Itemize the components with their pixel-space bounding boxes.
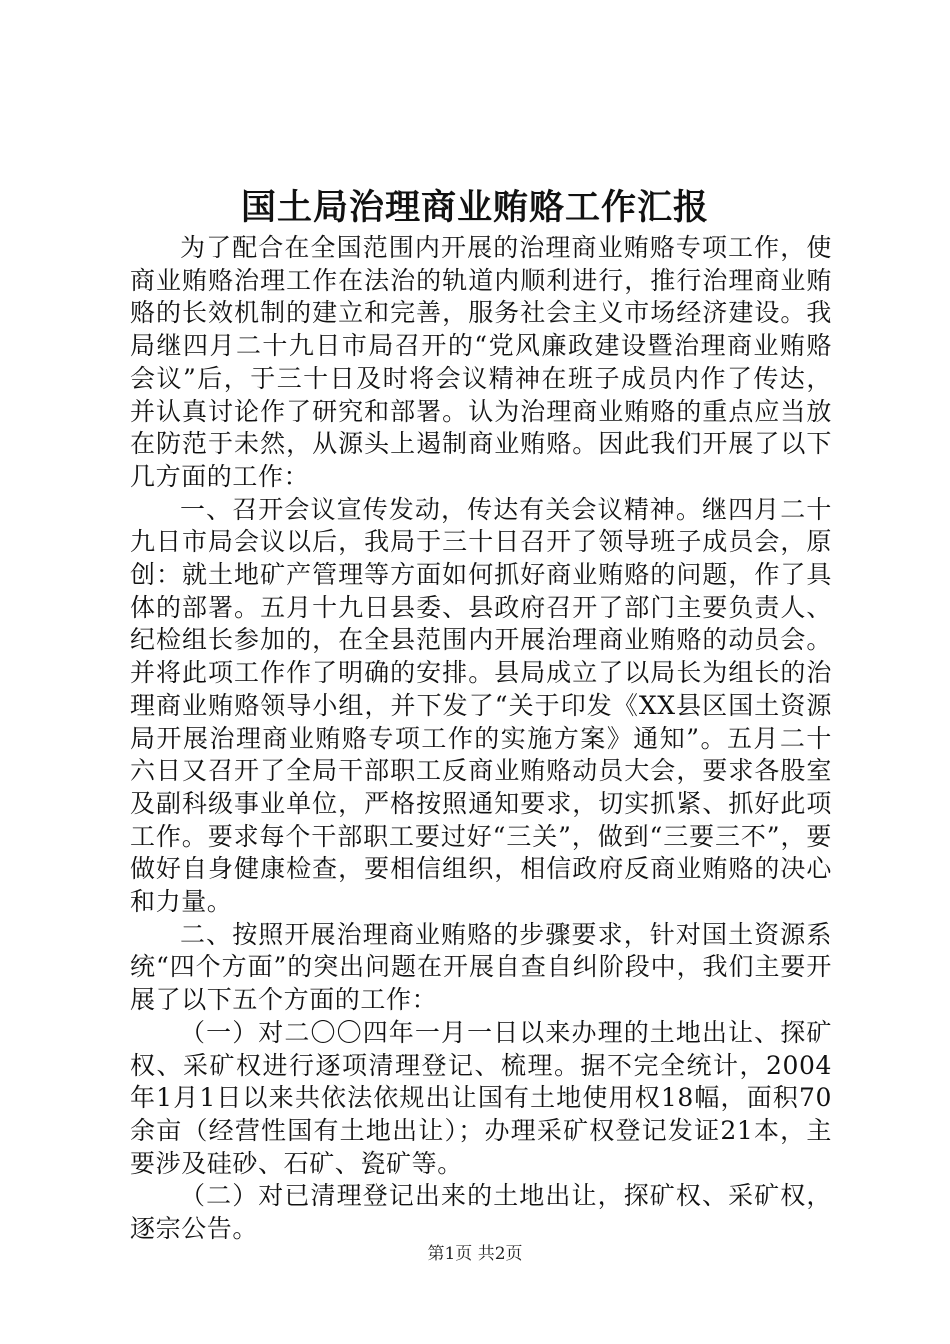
paragraph-section-one: 一、召开会议宣传发动，传达有关会议精神。继四月二十九日市局会议以后，我局于三十日召开了领导班子成员会，原创：就土地矿产管理等方面如何抓好商业贿赂的问题，作了具体的部署。五月十九日县委、县政府召开了部门主要负责人、纪检组长参加的，在全县范围内开展治理商业贿赂的动员会。并将此项工作作了明确的安排。县局成立了以局长为组长的治理商业贿赂领导小组，并下发了“关于印发《XX县区国土资源局开展治理商业贿赂专项工作的实施方案》通知”。五月二十六日又召开了全局干部职工反商业贿赂动员大会，要求各股室及副科级事业单位，严格按照通知要求，切实抓紧、抓好此项工作。要求每个干部职工要过好“三关”，做到“三要三不”，要做好自身健康检查，要相信组织，相信政府反商业贿赂的决心和力量。 — [130, 494, 832, 917]
paragraph-item-two: （二）对已清理登记出来的土地出让，探矿权、采矿权，逐宗公告。 — [130, 1181, 832, 1244]
paragraph-intro: 为了配合在全国范围内开展的治理商业贿赂专项工作，使商业贿赂治理工作在法治的轨道内顺利进行，推行治理商业贿赂的长效机制的建立和完善，服务社会主义市场经济建设。我局继四月二十九日市局召开的“党风廉政建设暨治理商业贿赂会议”后，于三十日及时将会议精神在班子成员内作了传达，并认真讨论作了研究和部署。认为治理商业贿赂的重点应当放在防范于未然，从源头上遏制商业贿赂。因此我们开展了以下几方面的工作： — [130, 233, 832, 491]
document-body — [130, 232, 832, 1246]
paragraph-section-two: 二、按照开展治理商业贿赂的步骤要求，针对国土资源系统“四个方面”的突出问题在开展自查自纠阶段中，我们主要开展了以下五个方面的工作： — [130, 919, 832, 1015]
paragraph-item-one: （一）对二〇〇四年一月一日以来办理的土地出让、探矿权、采矿权进行逐项清理登记、梳理。据不完全统计，2004年1月1日以来共依法依规出让国有土地使用权18幅，面积70余亩（经营性国有土地出让）；办理采矿权登记发证21本，主要涉及硅砂、石矿、瓷矿等。 — [130, 1017, 832, 1178]
document-title: 国土局治理商业贿赂工作汇报 — [240, 187, 709, 228]
page-footer: 第1页 共2页 — [427, 1244, 523, 1264]
